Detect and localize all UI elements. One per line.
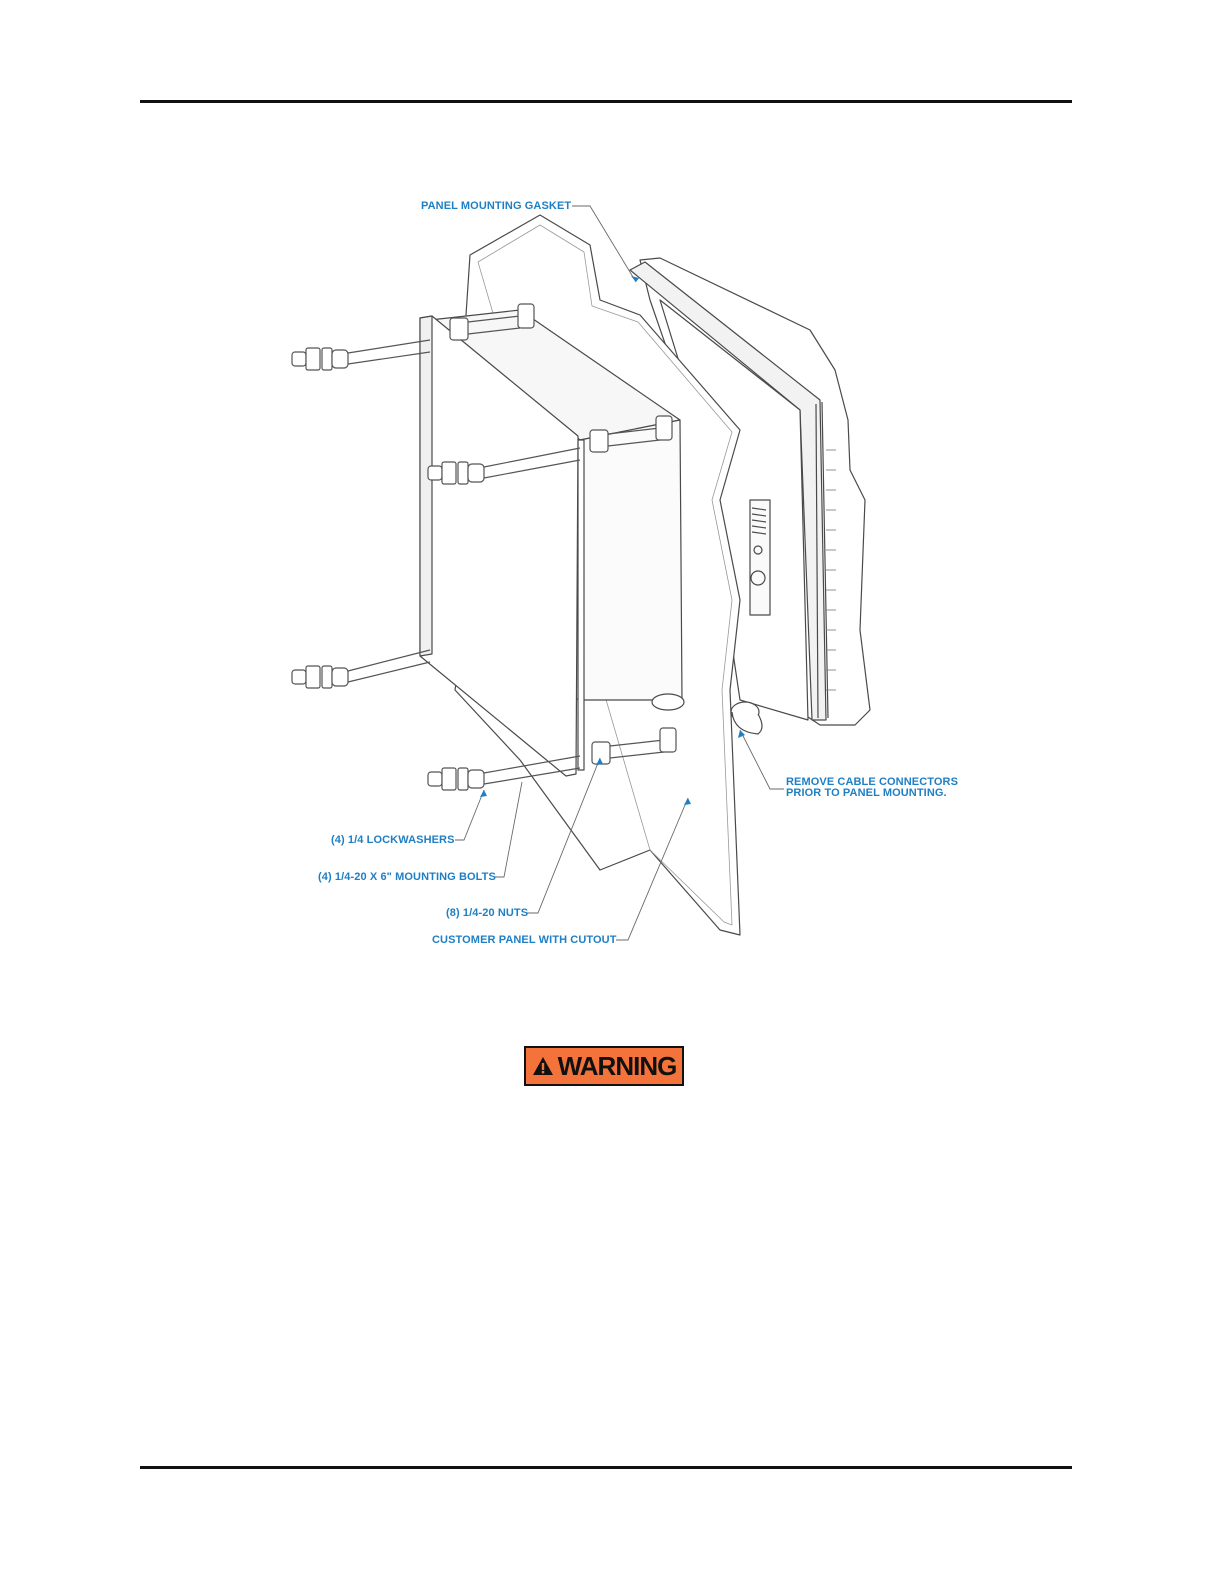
callout-lockwashers: (4) 1/4 LOCKWASHERS — [331, 834, 455, 846]
warning-triangle-icon — [532, 1056, 554, 1076]
warning-label: WARNING — [557, 1051, 677, 1081]
callout-panel: CUSTOMER PANEL WITH CUTOUT — [432, 934, 617, 946]
footer-rule — [140, 1466, 1072, 1469]
callout-cable-line1: REMOVE CABLE CONNECTORS — [786, 776, 958, 788]
callout-gasket: PANEL MOUNTING GASKET — [421, 200, 572, 212]
callout-cable-line2: PRIOR TO PANEL MOUNTING. — [786, 787, 947, 799]
callout-nuts: (8) 1/4-20 NUTS — [446, 907, 529, 919]
callout-bolts: (4) 1/4-20 X 6" MOUNTING BOLTS — [318, 871, 496, 883]
warning-badge — [524, 1046, 684, 1086]
